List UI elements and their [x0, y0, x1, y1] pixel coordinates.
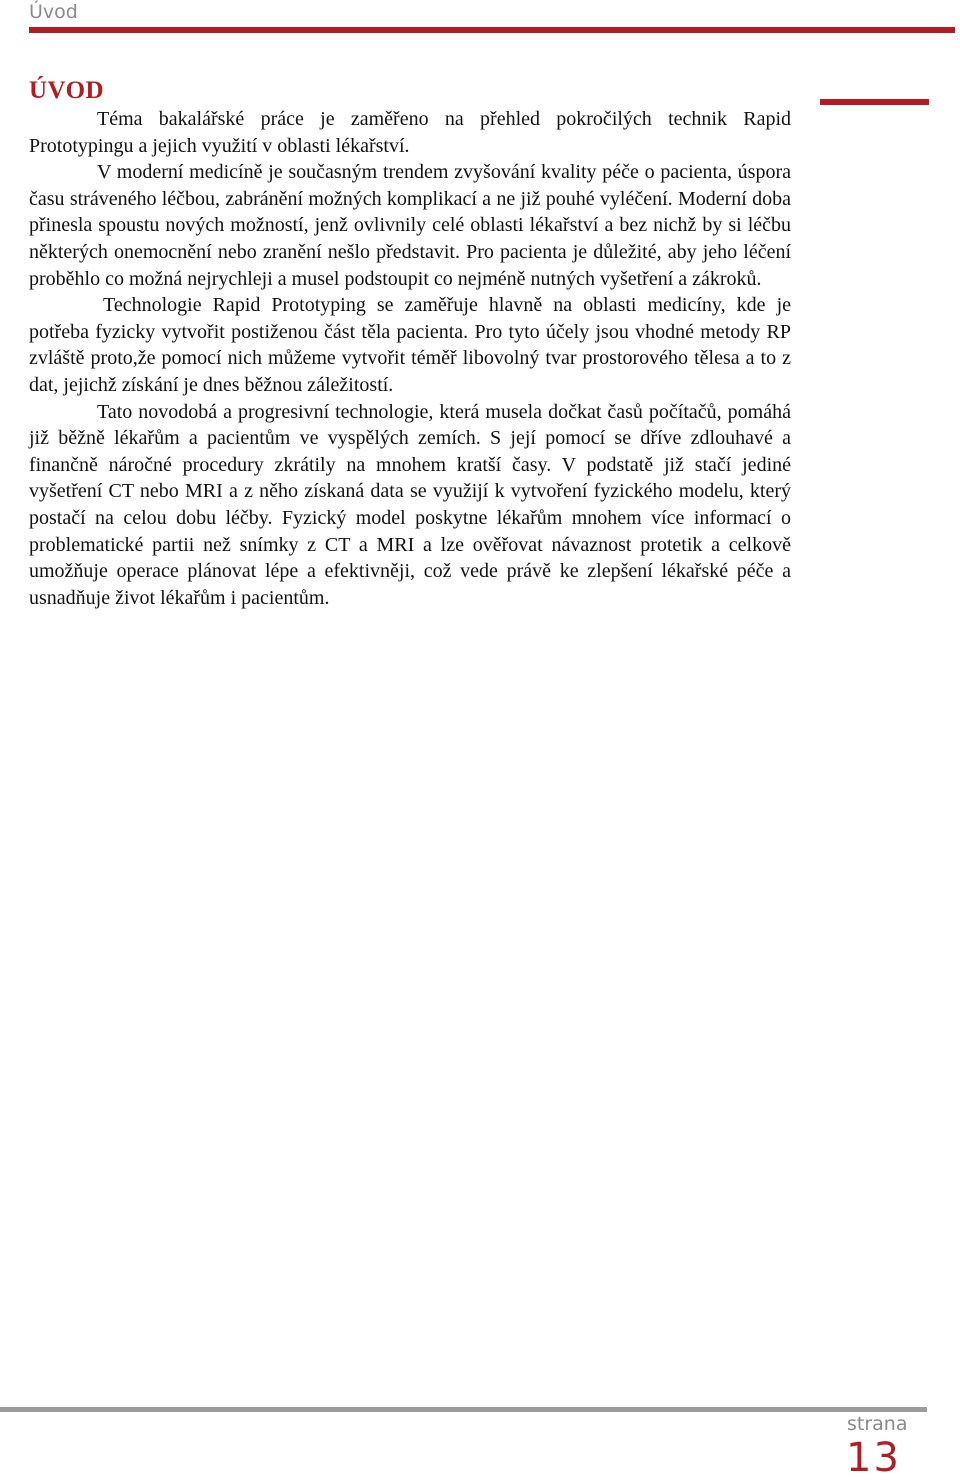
header-divider — [29, 27, 955, 33]
running-header-title: Úvod — [29, 1, 78, 23]
paragraph-rapid-prototyping: Technologie Rapid Prototyping se zaměřuje hlavně na oblasti medicíny, kde je potřeba fyzicky vytvořit postiženou část těla pacienta. Pro tyto účely jsou vhodné metody RP zvláště proto,že pomocí nich můžeme vytvořit téměř libovolný tvar prostorového tělesa a to z dat, jejichž získání je dnes běžnou záležitostí. — [29, 294, 791, 396]
page-label: strana — [847, 1413, 908, 1435]
footer-divider — [0, 1407, 927, 1412]
document-body — [29, 76, 791, 611]
section-title: ÚVOD — [29, 77, 105, 104]
side-accent-bar — [820, 99, 929, 105]
paragraph-medicine: V moderní medicíně je současným trendem zvyšování kvality péče o pacienta, úspora času stráveného léčbou, zabránění možných komplikací a ne již pouhé vyléčení. Moderní doba přinesla spoustu nových možností, jenž ovlivnily celé oblasti lékařství a bez nichž by si léčbu některých onemocnění nebo zranění nešlo představit. Pro pacienta je důležité, aby jeho léčení proběhlo co možná nejrychleji a musel podstoupit co nejméně nutných vyšetření a zákroků. — [29, 161, 791, 290]
page-number: 13 — [846, 1435, 901, 1481]
paragraph-technology: Tato novodobá a progresivní technologie, která musela dočkat časů počítačů, pomáhá již běžně lékařům a pacientům ve vyspělých zemích. S její pomocí se dříve zdlouhavé a finančně náročné procedury zkrátily na mnohem kratší časy. V podstatě již stačí jediné vyšetření CT nebo MRI a z něho získaná data se využijí k vytvoření fyzického modelu, který postačí na celou dobu léčby. Fyzický model poskytne lékařům mnohem více informací o problematické partii než snímky z CT a MRI a lze ověřovat návaznost protetik a celkově umožňuje operace plánovat lépe a efektivněji, což vede právě ke zlepšení lékařské péče a usnadňuje život lékařům i pacientům. — [29, 400, 791, 609]
paragraph-intro: Téma bakalářské práce je zaměřeno na přehled pokročilých technik Rapid Prototypingu a jejich využití v oblasti lékařství. — [29, 108, 791, 157]
